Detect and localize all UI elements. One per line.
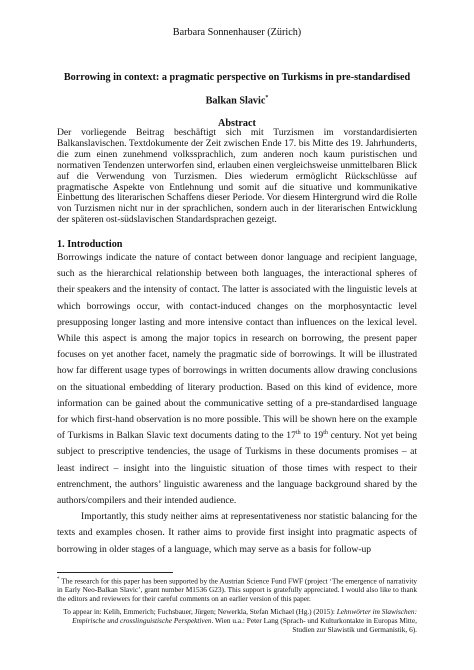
author-line: Barbara Sonnenhauser (Zürich) — [172, 27, 302, 38]
publication-title: Lehnwörter im Slawischen: Empirische und crosslinguistische Perspektiven — [72, 607, 417, 625]
abstract-heading: Abstract — [218, 118, 256, 129]
paragraph-1-part-b: to 19 — [300, 430, 324, 442]
footnote-text: The research for this paper has been supported by the Austrian Science Fund FWF (project ‘The emergence of narrativity in Early Neo-Balkan Slavic’, grant number M1536 G23). This support is gratefully appreciated. I would also like to thank the editors and reviewers for their careful comments on an earlier version of this paper. — [57, 576, 417, 604]
ordinal-suffix: th — [323, 430, 328, 437]
publication-note-part-a: To appear in: Kelih, Emmerich; Fuchsbauer, Jürgen; Newerkla, Stefan Michael (Hg.) (2015): — [63, 607, 337, 616]
paragraph-2: Importantly, this study neither aims at representativeness nor statistic balancing for the texts and examples chosen. It rather aims to provide first insight into pragmatic aspects of borrowing in older stages of a language, which may serve as a basis for follow-up — [57, 511, 417, 555]
footnote-marker: * — [57, 577, 60, 582]
paragraph-1 — [57, 250, 417, 509]
ordinal-suffix: th — [295, 430, 301, 437]
paper-title-text: Borrowing in context: a pragmatic perspective on Turkisms in pre-standardised Balkan Slavic — [63, 72, 411, 107]
footnote-rule — [57, 572, 173, 573]
title-footnote-marker: * — [265, 95, 269, 101]
publication-note-part-b: . Wien u.a.: Peter Lang (Sprach- und Kulturkontakte in Europas Mitte, Studien zur Slawistik und Germanistik, 6). — [211, 615, 417, 634]
paragraph-1-part-a: Borrowings indicate the nature of contact between donor language and recipient language, such as the hierarchical relationship between both languages, the interactional spheres of their speakers and the intensity of contact. The latter is associated with the linguistic levels at which borrowings occur, with contact-induced changes on the morphosyntactic level presupposing longer lasting and more intensive contact than influences on the lexical level. While this aspect is among the major topics in research on borrowing, the present paper focuses on yet another facet, namely the pragmatic side of borrowings. It will be illustrated how far different usage types of borrowings in written documents allow drawing conclusions on the situational embedding of literary production. Based on this kind of evidence, more information can be gained about the communicative setting of a pre-standardised language for which first-hand observation is no more possible. This will be shown here on the example of Turkisms in Balkan Slavic text documents dating to the 17 — [57, 252, 417, 442]
footnote — [57, 576, 417, 604]
body-text — [57, 250, 417, 558]
paragraph-1-part-c: century. Not yet being subject to prescriptive tendencies, the usage of Turkisms in these documents promises – at least indirect – insight into the linguistic situation of those times with respect to their entrenchment, the authors’ linguistic awareness and the language background shared by the authors/compilers and their intended audience. — [57, 430, 417, 507]
abstract-text: Der vorliegende Beitrag beschäftigt sich mit Turzismen im vorstandardisierten Balkanslavischen. Textdokumente der Zeit zwischen Ende 17. bis Mitte des 19. Jahrhunderts, die zum einen zunehmend volkssprachlich, zum anderen noch kaum puristischen und normativen Tendenzen unterworfen sind, erlauben einen vergleichsweise unmittelbaren Blick auf die Verwendung von Turzismen. Dies wiederum ermöglicht Rückschlüsse auf pragmatische Aspekte von Entlehnung und somit auf die situative und kommunikative Einbettung des literarischen Schaffens dieser Periode. Vor diesem Hintergrund wird die Rolle von Turzismen nicht nur in der sprachlichen, sondern auch in der literarischen Entwicklung der späteren ost-südslavischen Standardsprachen gezeigt. — [57, 127, 417, 226]
paper-title — [52, 68, 422, 111]
section-heading: 1. Introduction — [57, 239, 123, 250]
publication-note — [57, 608, 417, 634]
